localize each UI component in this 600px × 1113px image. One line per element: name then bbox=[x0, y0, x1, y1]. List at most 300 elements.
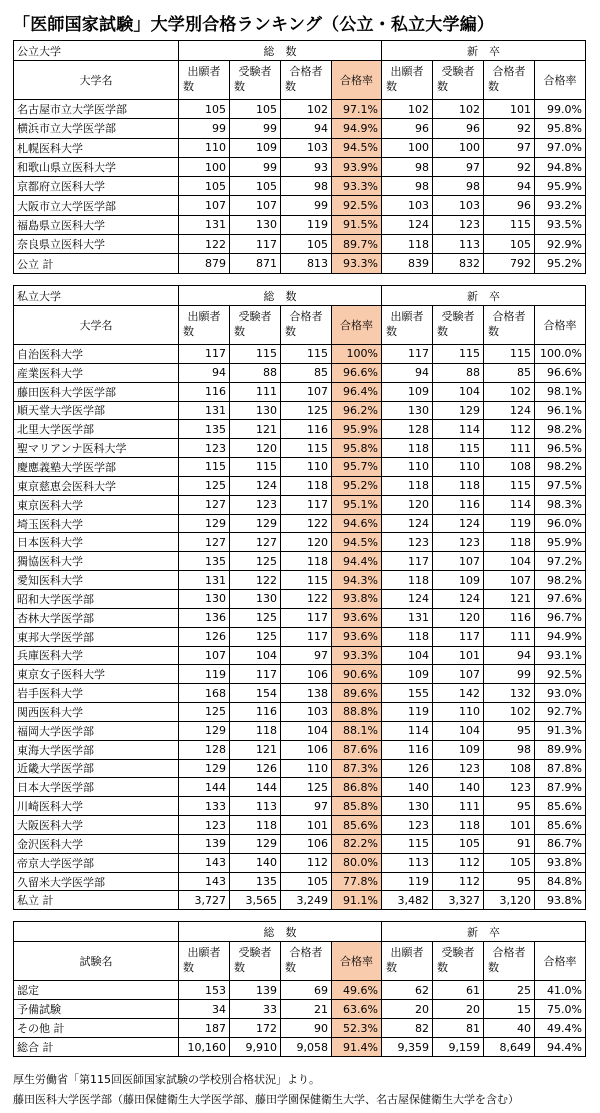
total-applicants: 94 bbox=[179, 363, 230, 382]
row-name: 札幌医科大学 bbox=[14, 138, 179, 157]
new-examinees: 113 bbox=[433, 235, 484, 254]
new-applicants: 113 bbox=[382, 853, 433, 872]
total-examinees: 104 bbox=[230, 646, 281, 665]
table-row bbox=[14, 345, 586, 364]
new-examinees: 20 bbox=[433, 1000, 484, 1019]
total-passed-header bbox=[281, 942, 332, 981]
total-passed: 110 bbox=[281, 759, 332, 778]
header-line: 数 bbox=[234, 961, 245, 974]
new-passed: 101 bbox=[484, 100, 535, 119]
header-line: 出願者 bbox=[390, 310, 424, 324]
new-graduate-group-header: 新 卒 bbox=[382, 41, 586, 61]
row-name: 総合 計 bbox=[14, 1038, 179, 1057]
total-examinees: 105 bbox=[230, 177, 281, 196]
new-applicants: 124 bbox=[382, 589, 433, 608]
row-name: 福岡大学医学部 bbox=[14, 721, 179, 740]
row-name: 和歌山県立医科大学 bbox=[14, 157, 179, 176]
header-line: 受験者 bbox=[238, 65, 272, 79]
total-applicants: 100 bbox=[179, 157, 230, 176]
row-name: 東京慈恵会医科大学 bbox=[14, 476, 179, 495]
new-passed: 124 bbox=[484, 401, 535, 420]
total-examinees: 116 bbox=[230, 703, 281, 722]
row-name: 大阪市立大学医学部 bbox=[14, 196, 179, 215]
table-row bbox=[14, 254, 586, 273]
new-applicants: 96 bbox=[382, 119, 433, 138]
new-examinees: 129 bbox=[433, 401, 484, 420]
inclusion-note: 藤田医科大学医学部（藤田保健衛生大学医学部、藤田学園保健衛生大学、名古屋保健衛生大学を含む） bbox=[13, 1093, 519, 1106]
new-passed: 105 bbox=[484, 853, 535, 872]
new-examinees: 114 bbox=[433, 420, 484, 439]
new-passed-header bbox=[484, 306, 535, 345]
new-applicants: 98 bbox=[382, 157, 433, 176]
new-pass-rate: 84.8% bbox=[535, 872, 586, 891]
total-applicants: 187 bbox=[179, 1019, 230, 1038]
total-examinees: 120 bbox=[230, 439, 281, 458]
new-applicants: 98 bbox=[382, 177, 433, 196]
table-row bbox=[14, 740, 586, 759]
new-passed: 115 bbox=[484, 476, 535, 495]
total-passed: 138 bbox=[281, 684, 332, 703]
row-name: 東海大学医学部 bbox=[14, 740, 179, 759]
total-passed: 120 bbox=[281, 533, 332, 552]
new-examinees: 96 bbox=[433, 119, 484, 138]
total-passed-header bbox=[281, 61, 332, 100]
table-row bbox=[14, 552, 586, 571]
new-applicants: 117 bbox=[382, 552, 433, 571]
total-examinees: 172 bbox=[230, 1019, 281, 1038]
new-passed: 792 bbox=[484, 254, 535, 273]
new-pass-rate: 96.1% bbox=[535, 401, 586, 420]
row-name: 獨協医科大学 bbox=[14, 552, 179, 571]
new-passed: 108 bbox=[484, 458, 535, 477]
new-applicants: 82 bbox=[382, 1019, 433, 1038]
new-examinees: 104 bbox=[433, 721, 484, 740]
total-passed: 122 bbox=[281, 514, 332, 533]
new-passed: 114 bbox=[484, 495, 535, 514]
name-column-header: 試験名 bbox=[14, 942, 179, 981]
header-line: 数 bbox=[285, 80, 296, 93]
total-applicants: 135 bbox=[179, 420, 230, 439]
new-passed: 104 bbox=[484, 552, 535, 571]
header-line: 数 bbox=[488, 325, 499, 338]
total-applicants: 125 bbox=[179, 476, 230, 495]
total-applicants: 107 bbox=[179, 196, 230, 215]
total-applicants: 129 bbox=[179, 514, 230, 533]
total-examinees: 871 bbox=[230, 254, 281, 273]
row-name: 帝京大学医学部 bbox=[14, 853, 179, 872]
header-line: 数 bbox=[234, 325, 245, 338]
new-passed: 115 bbox=[484, 215, 535, 234]
total-pass-rate: 95.7% bbox=[332, 458, 382, 477]
total-pass-rate: 87.6% bbox=[332, 740, 382, 759]
total-pass-rate: 86.8% bbox=[332, 778, 382, 797]
row-name: 予備試験 bbox=[14, 1000, 179, 1019]
total-examinees: 3,565 bbox=[230, 891, 281, 910]
new-examinees: 109 bbox=[433, 740, 484, 759]
table-row bbox=[14, 382, 586, 401]
new-applicants: 123 bbox=[382, 816, 433, 835]
new-passed: 123 bbox=[484, 778, 535, 797]
header-line: 合格者 bbox=[492, 946, 526, 960]
new-pass-rate: 96.6% bbox=[535, 363, 586, 382]
new-examinees: 100 bbox=[433, 138, 484, 157]
new-pass-rate: 87.9% bbox=[535, 778, 586, 797]
column-header-row bbox=[14, 306, 586, 345]
total-applicants: 143 bbox=[179, 872, 230, 891]
total-examinees: 121 bbox=[230, 740, 281, 759]
total-passed: 97 bbox=[281, 646, 332, 665]
new-examinees: 111 bbox=[433, 797, 484, 816]
new-passed: 121 bbox=[484, 589, 535, 608]
total-examinees: 88 bbox=[230, 363, 281, 382]
new-passed: 111 bbox=[484, 627, 535, 646]
table-row bbox=[14, 721, 586, 740]
group-header-row bbox=[14, 922, 586, 942]
new-passed: 101 bbox=[484, 816, 535, 835]
new-pass-rate: 96.5% bbox=[535, 439, 586, 458]
total-pass-rate: 93.9% bbox=[332, 157, 382, 176]
total-applicants: 139 bbox=[179, 834, 230, 853]
total-passed: 117 bbox=[281, 608, 332, 627]
new-passed: 94 bbox=[484, 177, 535, 196]
new-applicants: 119 bbox=[382, 703, 433, 722]
total-pass-rate: 93.6% bbox=[332, 627, 382, 646]
new-applicants: 140 bbox=[382, 778, 433, 797]
new-applicants: 124 bbox=[382, 215, 433, 234]
new-pass-rate-header: 合格率 bbox=[535, 942, 586, 981]
total-applicants: 34 bbox=[179, 1000, 230, 1019]
total-applicants-header bbox=[179, 306, 230, 345]
new-examinees: 112 bbox=[433, 872, 484, 891]
new-applicants: 126 bbox=[382, 759, 433, 778]
row-name: 大阪医科大学 bbox=[14, 816, 179, 835]
page-title: 「医師国家試験」大学別合格ランキング（公立・私立大学編） bbox=[13, 15, 495, 35]
total-group-header: 総 数 bbox=[179, 286, 382, 306]
row-name: 兵庫医科大学 bbox=[14, 646, 179, 665]
new-examinees-header bbox=[433, 942, 484, 981]
header-line: 数 bbox=[437, 325, 448, 338]
table-row bbox=[14, 100, 586, 119]
total-passed: 99 bbox=[281, 196, 332, 215]
total-examinees: 99 bbox=[230, 157, 281, 176]
new-pass-rate: 98.2% bbox=[535, 571, 586, 590]
table-row bbox=[14, 401, 586, 420]
new-passed: 132 bbox=[484, 684, 535, 703]
header-line: 数 bbox=[437, 80, 448, 93]
new-examinees: 3,327 bbox=[433, 891, 484, 910]
new-applicants: 100 bbox=[382, 138, 433, 157]
table-row bbox=[14, 196, 586, 215]
total-passed: 106 bbox=[281, 740, 332, 759]
total-passed: 101 bbox=[281, 816, 332, 835]
table-row bbox=[14, 138, 586, 157]
row-name: 東京医科大学 bbox=[14, 495, 179, 514]
row-name: 関西医科大学 bbox=[14, 703, 179, 722]
header-line: 合格者 bbox=[289, 310, 323, 324]
table-row bbox=[14, 665, 586, 684]
table-row bbox=[14, 177, 586, 196]
total-applicants: 131 bbox=[179, 571, 230, 590]
total-pass-rate: 87.3% bbox=[332, 759, 382, 778]
total-applicants: 123 bbox=[179, 816, 230, 835]
new-applicants: 130 bbox=[382, 797, 433, 816]
total-pass-rate: 94.5% bbox=[332, 138, 382, 157]
new-pass-rate: 100.0% bbox=[535, 345, 586, 364]
new-pass-rate-header: 合格率 bbox=[535, 61, 586, 100]
new-examinees: 61 bbox=[433, 981, 484, 1000]
new-applicants: 20 bbox=[382, 1000, 433, 1019]
total-group-header: 総 数 bbox=[179, 922, 382, 942]
new-examinees: 105 bbox=[433, 834, 484, 853]
section-label: 私立大学 bbox=[14, 286, 179, 306]
new-examinees: 832 bbox=[433, 254, 484, 273]
new-passed: 40 bbox=[484, 1019, 535, 1038]
header-line: 出願者 bbox=[187, 946, 221, 960]
header-line: 受験者 bbox=[441, 310, 475, 324]
new-passed: 95 bbox=[484, 797, 535, 816]
new-examinees: 142 bbox=[433, 684, 484, 703]
total-examinees-header bbox=[230, 306, 281, 345]
total-passed: 125 bbox=[281, 778, 332, 797]
new-examinees-header bbox=[433, 61, 484, 100]
section-label bbox=[14, 922, 179, 942]
new-passed: 107 bbox=[484, 571, 535, 590]
exam-type-table bbox=[13, 921, 586, 1057]
total-pass-rate: 77.8% bbox=[332, 872, 382, 891]
total-pass-rate: 96.4% bbox=[332, 382, 382, 401]
table-row bbox=[14, 439, 586, 458]
total-applicants: 127 bbox=[179, 495, 230, 514]
total-passed: 93 bbox=[281, 157, 332, 176]
new-pass-rate: 93.1% bbox=[535, 646, 586, 665]
header-line: 出願者 bbox=[390, 65, 424, 79]
new-examinees: 81 bbox=[433, 1019, 484, 1038]
total-examinees: 113 bbox=[230, 797, 281, 816]
row-name: 順天堂大学医学部 bbox=[14, 401, 179, 420]
header-line: 合格者 bbox=[492, 310, 526, 324]
new-examinees: 110 bbox=[433, 458, 484, 477]
new-applicants-header bbox=[382, 306, 433, 345]
new-applicants: 110 bbox=[382, 458, 433, 477]
new-passed: 97 bbox=[484, 138, 535, 157]
new-applicants: 62 bbox=[382, 981, 433, 1000]
new-examinees: 110 bbox=[433, 703, 484, 722]
total-pass-rate: 85.6% bbox=[332, 816, 382, 835]
total-applicants: 125 bbox=[179, 703, 230, 722]
total-passed: 115 bbox=[281, 345, 332, 364]
new-applicants: 104 bbox=[382, 646, 433, 665]
new-examinees: 123 bbox=[433, 533, 484, 552]
new-applicants: 119 bbox=[382, 872, 433, 891]
new-applicants: 94 bbox=[382, 363, 433, 382]
row-name: 埼玉医科大学 bbox=[14, 514, 179, 533]
total-passed: 115 bbox=[281, 571, 332, 590]
row-name: 昭和大学医学部 bbox=[14, 589, 179, 608]
new-examinees: 101 bbox=[433, 646, 484, 665]
total-pass-rate: 95.8% bbox=[332, 439, 382, 458]
new-examinees: 103 bbox=[433, 196, 484, 215]
new-pass-rate: 98.2% bbox=[535, 458, 586, 477]
total-passed: 105 bbox=[281, 872, 332, 891]
new-passed: 98 bbox=[484, 740, 535, 759]
new-pass-rate: 41.0% bbox=[535, 981, 586, 1000]
total-applicants: 879 bbox=[179, 254, 230, 273]
total-applicants: 110 bbox=[179, 138, 230, 157]
total-applicants: 129 bbox=[179, 721, 230, 740]
total-pass-rate: 93.6% bbox=[332, 608, 382, 627]
total-pass-rate: 93.3% bbox=[332, 254, 382, 273]
new-pass-rate: 95.8% bbox=[535, 119, 586, 138]
total-passed: 117 bbox=[281, 627, 332, 646]
total-pass-rate: 63.6% bbox=[332, 1000, 382, 1019]
new-applicants: 120 bbox=[382, 495, 433, 514]
row-name: 北里大学医学部 bbox=[14, 420, 179, 439]
new-applicants: 103 bbox=[382, 196, 433, 215]
new-examinees: 117 bbox=[433, 627, 484, 646]
total-examinees: 139 bbox=[230, 981, 281, 1000]
table-row bbox=[14, 834, 586, 853]
new-passed: 96 bbox=[484, 196, 535, 215]
total-passed: 119 bbox=[281, 215, 332, 234]
header-line: 数 bbox=[183, 325, 194, 338]
total-pass-rate: 82.2% bbox=[332, 834, 382, 853]
new-applicants: 123 bbox=[382, 533, 433, 552]
total-passed-header bbox=[281, 306, 332, 345]
new-passed: 8,649 bbox=[484, 1038, 535, 1057]
total-applicants: 130 bbox=[179, 589, 230, 608]
new-pass-rate: 97.6% bbox=[535, 589, 586, 608]
header-line: 数 bbox=[285, 961, 296, 974]
table-row bbox=[14, 495, 586, 514]
table-row bbox=[14, 891, 586, 910]
total-passed: 21 bbox=[281, 1000, 332, 1019]
private-university-table bbox=[13, 285, 586, 910]
total-applicants: 122 bbox=[179, 235, 230, 254]
total-applicants: 105 bbox=[179, 177, 230, 196]
new-pass-rate: 93.5% bbox=[535, 215, 586, 234]
total-pass-rate: 94.5% bbox=[332, 533, 382, 552]
new-passed: 116 bbox=[484, 608, 535, 627]
new-pass-rate: 95.9% bbox=[535, 177, 586, 196]
table-row bbox=[14, 363, 586, 382]
row-name: 近畿大学医学部 bbox=[14, 759, 179, 778]
new-passed: 115 bbox=[484, 345, 535, 364]
table-row bbox=[14, 703, 586, 722]
header-line: 数 bbox=[285, 325, 296, 338]
new-examinees: 115 bbox=[433, 439, 484, 458]
new-examinees: 123 bbox=[433, 215, 484, 234]
row-name: 杏林大学医学部 bbox=[14, 608, 179, 627]
row-name: その他 計 bbox=[14, 1019, 179, 1038]
new-pass-rate: 94.8% bbox=[535, 157, 586, 176]
new-passed: 95 bbox=[484, 872, 535, 891]
total-examinees: 107 bbox=[230, 196, 281, 215]
header-line: 数 bbox=[488, 80, 499, 93]
row-name: 福島県立医科大学 bbox=[14, 215, 179, 234]
table-row bbox=[14, 589, 586, 608]
new-pass-rate: 97.0% bbox=[535, 138, 586, 157]
table-row bbox=[14, 571, 586, 590]
total-passed: 115 bbox=[281, 439, 332, 458]
new-passed: 92 bbox=[484, 119, 535, 138]
total-passed: 125 bbox=[281, 401, 332, 420]
new-passed: 95 bbox=[484, 721, 535, 740]
new-passed: 15 bbox=[484, 1000, 535, 1019]
row-name: 東邦大学医学部 bbox=[14, 627, 179, 646]
new-pass-rate: 49.4% bbox=[535, 1019, 586, 1038]
table-row bbox=[14, 215, 586, 234]
total-applicants: 105 bbox=[179, 100, 230, 119]
new-passed: 92 bbox=[484, 157, 535, 176]
total-pass-rate-header: 合格率 bbox=[332, 306, 382, 345]
total-applicants: 127 bbox=[179, 533, 230, 552]
total-passed: 118 bbox=[281, 476, 332, 495]
total-passed: 117 bbox=[281, 495, 332, 514]
table-row bbox=[14, 157, 586, 176]
new-examinees: 118 bbox=[433, 476, 484, 495]
total-passed: 102 bbox=[281, 100, 332, 119]
total-passed: 97 bbox=[281, 797, 332, 816]
row-name: 愛知医科大学 bbox=[14, 571, 179, 590]
table-row bbox=[14, 684, 586, 703]
new-applicants: 130 bbox=[382, 401, 433, 420]
new-passed: 105 bbox=[484, 235, 535, 254]
total-pass-rate: 92.5% bbox=[332, 196, 382, 215]
new-passed: 25 bbox=[484, 981, 535, 1000]
group-header-row bbox=[14, 286, 586, 306]
total-pass-rate: 96.6% bbox=[332, 363, 382, 382]
table-row bbox=[14, 1019, 586, 1038]
row-name: 公立 計 bbox=[14, 254, 179, 273]
new-pass-rate: 86.7% bbox=[535, 834, 586, 853]
total-applicants-header bbox=[179, 61, 230, 100]
new-pass-rate: 92.5% bbox=[535, 665, 586, 684]
total-pass-rate: 89.7% bbox=[332, 235, 382, 254]
new-applicants: 118 bbox=[382, 439, 433, 458]
new-pass-rate: 94.9% bbox=[535, 627, 586, 646]
new-passed: 118 bbox=[484, 533, 535, 552]
column-header-row bbox=[14, 61, 586, 100]
new-passed: 111 bbox=[484, 439, 535, 458]
row-name: 日本医科大学 bbox=[14, 533, 179, 552]
total-applicants: 10,160 bbox=[179, 1038, 230, 1057]
new-passed-header bbox=[484, 61, 535, 100]
total-examinees: 127 bbox=[230, 533, 281, 552]
row-name: 慶應義塾大学医学部 bbox=[14, 458, 179, 477]
new-pass-rate: 98.1% bbox=[535, 382, 586, 401]
total-passed: 107 bbox=[281, 382, 332, 401]
new-applicants-header bbox=[382, 61, 433, 100]
header-line: 出願者 bbox=[187, 310, 221, 324]
source-note: 厚生労働省「第115回医師国家試験の学校別合格状況」より。 bbox=[13, 1073, 320, 1086]
row-name: 日本大学医学部 bbox=[14, 778, 179, 797]
total-examinees: 124 bbox=[230, 476, 281, 495]
new-pass-rate: 96.7% bbox=[535, 608, 586, 627]
new-passed: 91 bbox=[484, 834, 535, 853]
total-pass-rate-header: 合格率 bbox=[332, 942, 382, 981]
header-line: 受験者 bbox=[441, 65, 475, 79]
new-applicants: 117 bbox=[382, 345, 433, 364]
new-pass-rate: 92.9% bbox=[535, 235, 586, 254]
new-applicants: 128 bbox=[382, 420, 433, 439]
total-applicants: 3,727 bbox=[179, 891, 230, 910]
total-passed: 105 bbox=[281, 235, 332, 254]
total-pass-rate: 97.1% bbox=[332, 100, 382, 119]
total-applicants: 133 bbox=[179, 797, 230, 816]
total-examinees: 121 bbox=[230, 420, 281, 439]
total-examinees: 111 bbox=[230, 382, 281, 401]
table-row bbox=[14, 1000, 586, 1019]
